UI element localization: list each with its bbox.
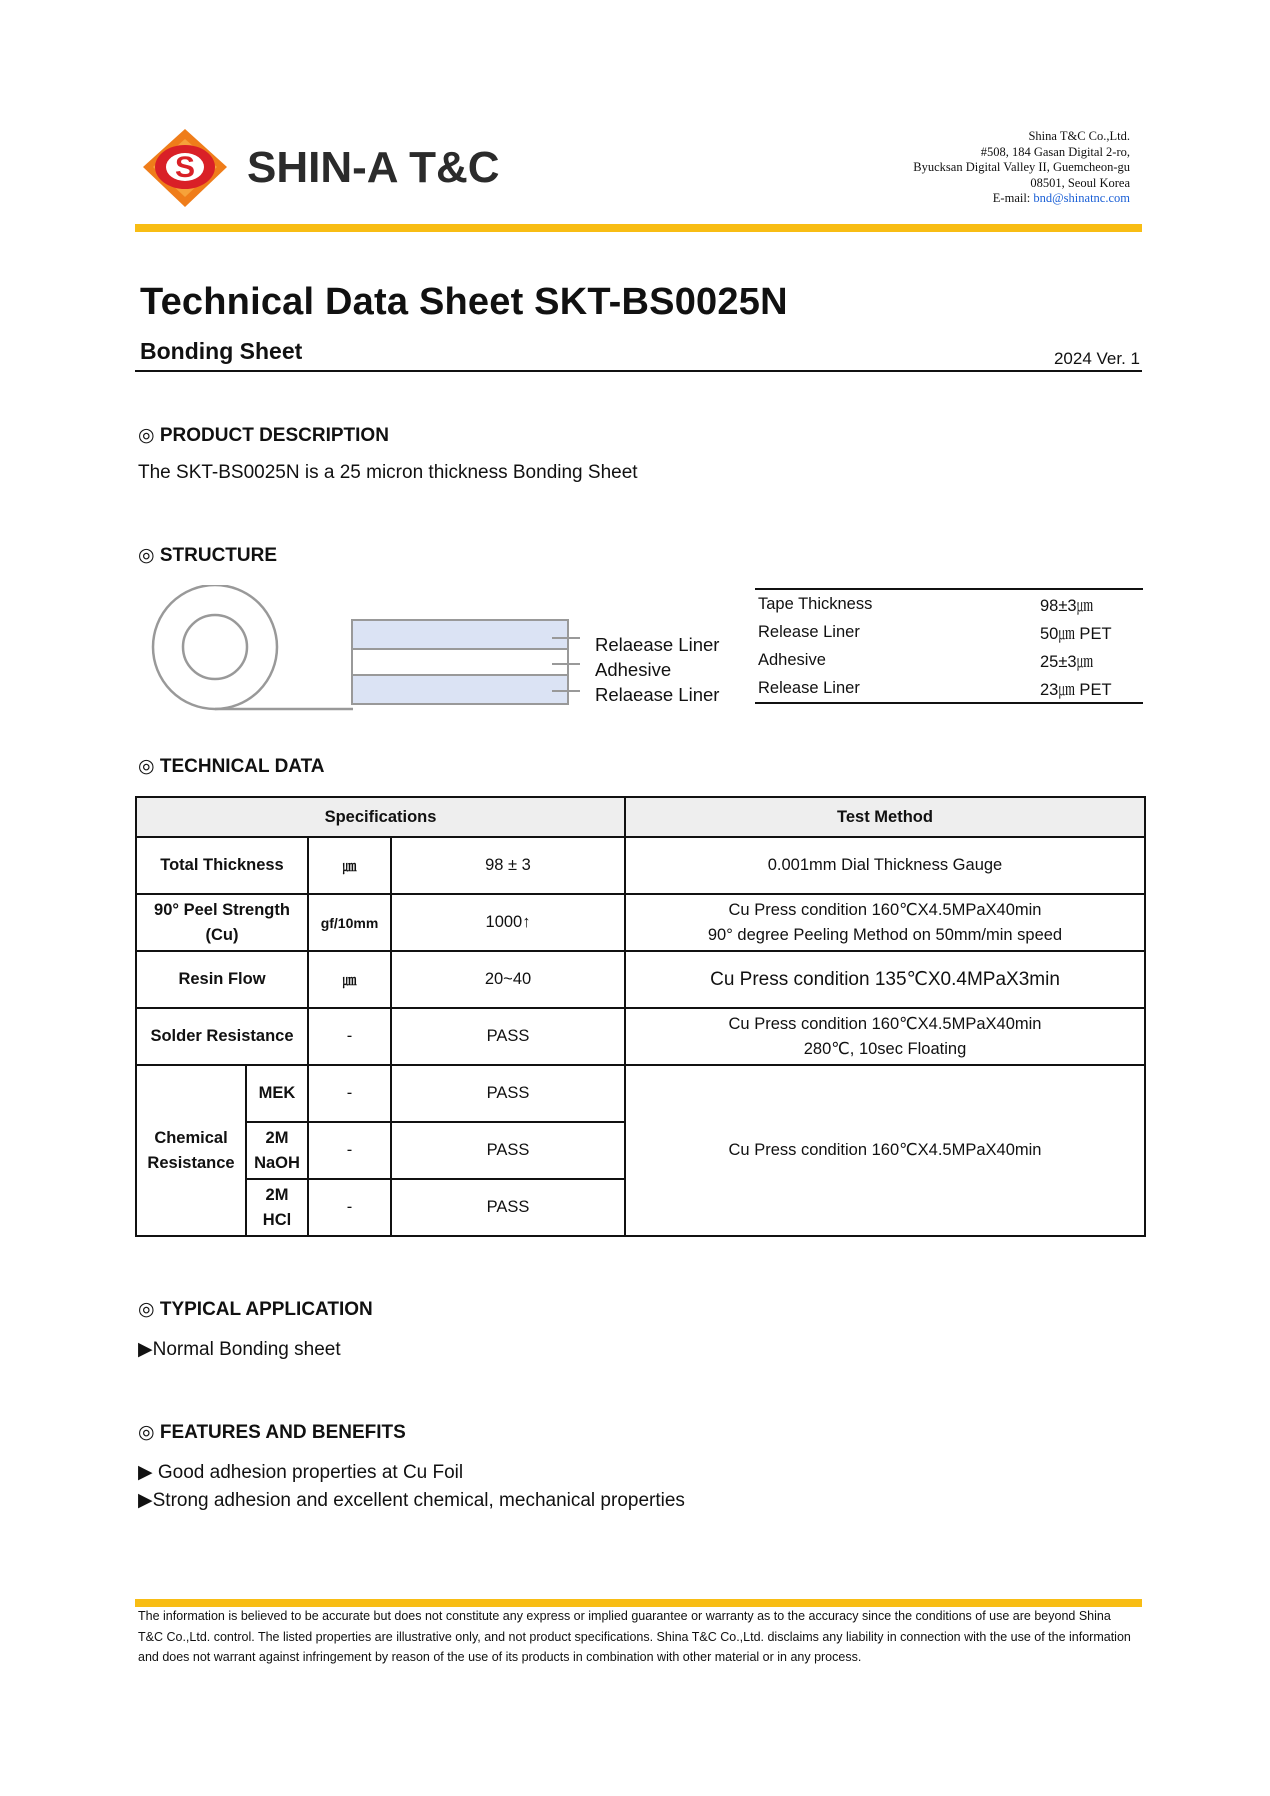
table-row — [136, 837, 1145, 894]
technical-data-table — [135, 796, 1146, 1237]
column-header-test-method: Test Method — [625, 797, 1145, 837]
layer-label: Relaease Liner — [595, 634, 720, 655]
table-row — [136, 894, 1145, 951]
adhesive-layer — [352, 649, 568, 675]
release-liner-layer-top — [352, 620, 568, 649]
property-value: PASS — [391, 1122, 625, 1179]
company-name: Shina T&C Co.,Ltd. — [1028, 129, 1130, 143]
logo-text: SHIN-A T&C — [247, 143, 500, 192]
email-link[interactable]: bnd@shinatnc.com — [1033, 191, 1130, 205]
spec-row — [755, 646, 1143, 674]
table-row — [136, 1008, 1145, 1065]
header-accent-bar — [135, 224, 1142, 232]
structure-spec-table — [755, 588, 1143, 704]
email-line: E-mail: bnd@shinatnc.com — [992, 191, 1130, 205]
title-divider — [135, 370, 1142, 372]
version-label: 2024 Ver. 1 — [1053, 349, 1140, 368]
test-method: 0.001mm Dial Thickness Gauge — [625, 837, 1145, 894]
property-value: PASS — [391, 1065, 625, 1122]
release-liner-layer-bottom — [352, 675, 568, 704]
spec-row — [755, 589, 1143, 618]
page-subtitle: Bonding Sheet — [140, 338, 303, 364]
test-method: Cu Press condition 135℃X0.4MPaX3min — [625, 951, 1145, 1008]
disclaimer-text: The information is believed to be accurate but does not constitute any express or implied guarantee or warranty as to the accuracy since the conditions of use are beyond Shina T&C Co.,Ltd. control. The listed properties are illustrative only, and not product specifications. Shina T&C Co.,Ltd. disclaims any liability in connection with the use of the information and does not warrant against infringement by reason of the use of its products in combination with other material or in any process. — [138, 1609, 1131, 1664]
property-unit: ㎛ — [308, 837, 391, 894]
property-unit: - — [308, 1179, 391, 1236]
company-info — [913, 129, 1130, 207]
layer-label: Adhesive — [595, 659, 672, 680]
property-value: 98 ± 3 — [391, 837, 625, 894]
table-row — [136, 951, 1145, 1008]
list-item: ▶ Good adhesion properties at Cu Foil — [138, 1462, 464, 1483]
spec-value: 98±3㎛ — [1040, 597, 1094, 615]
product-description-heading: ◎ PRODUCT DESCRIPTION — [138, 425, 389, 446]
spec-label: Release Liner — [758, 622, 860, 641]
property-unit: gf/10mm — [308, 894, 391, 951]
spec-value: 25±3㎛ — [1040, 653, 1094, 671]
features-heading: ◎ FEATURES AND BENEFITS — [138, 1422, 406, 1443]
list-item: ▶Normal Bonding sheet — [138, 1339, 341, 1360]
property-name: Total Thickness — [136, 837, 308, 894]
spec-row — [755, 618, 1143, 646]
column-header-specifications: Specifications — [136, 797, 625, 837]
test-method: Cu Press condition 160℃X4.5MPaX40min — [625, 1065, 1145, 1236]
property-name: 90° Peel Strength (Cu) — [136, 894, 308, 951]
structure-heading: ◎ STRUCTURE — [138, 545, 278, 566]
spec-label: Adhesive — [758, 650, 826, 669]
svg-text:S: S — [174, 151, 196, 184]
chemical-name: 2M NaOH — [246, 1122, 308, 1179]
spec-value: 23㎛ PET — [1040, 681, 1112, 699]
spec-row — [755, 674, 1143, 703]
chemical-name: MEK — [246, 1065, 308, 1122]
list-item: ▶Strong adhesion and excellent chemical, mechanical properties — [138, 1490, 685, 1511]
address-line: #508, 184 Gasan Digital 2-ro, — [980, 144, 1130, 159]
property-value: PASS — [391, 1008, 625, 1065]
property-unit: - — [308, 1122, 391, 1179]
property-unit: - — [308, 1065, 391, 1122]
property-value: PASS — [391, 1179, 625, 1236]
table-row — [136, 1065, 1145, 1122]
chemical-name: 2M HCl — [246, 1179, 308, 1236]
property-value: 20~40 — [391, 951, 625, 1008]
property-name: Chemical Resistance — [136, 1065, 246, 1236]
spec-label: Tape Thickness — [758, 594, 873, 613]
typical-application-heading: ◎ TYPICAL APPLICATION — [138, 1299, 373, 1320]
address-line: 08501, Seoul Korea — [1030, 175, 1130, 190]
test-method: Cu Press condition 160℃X4.5MPaX40min 280℃, 10sec Floating — [625, 1008, 1145, 1065]
spec-value: 50㎛ PET — [1040, 625, 1112, 643]
layer-structure-diagram — [350, 618, 580, 710]
logo-emblem — [135, 123, 519, 211]
property-name: Resin Flow — [136, 951, 308, 1008]
test-method: Cu Press condition 160℃X4.5MPaX40min 90° degree Peeling Method on 50mm/min speed — [625, 894, 1145, 951]
property-unit: - — [308, 1008, 391, 1065]
spec-label: Release Liner — [758, 678, 860, 697]
product-description-text: The SKT-BS0025N is a 25 micron thickness Bonding Sheet — [138, 462, 638, 483]
property-unit: ㎛ — [308, 951, 391, 1008]
company-logo — [135, 123, 519, 211]
layer-label: Relaease Liner — [595, 684, 720, 705]
page-title: Technical Data Sheet SKT-BS0025N — [140, 281, 788, 323]
property-value: 1000↑ — [391, 894, 625, 951]
table-header-row — [136, 797, 1145, 837]
address-line: Byucksan Digital Valley II, Guemcheon-gu — [913, 160, 1130, 174]
technical-data-heading: ◎ TECHNICAL DATA — [138, 756, 325, 777]
property-name: Solder Resistance — [136, 1008, 308, 1065]
